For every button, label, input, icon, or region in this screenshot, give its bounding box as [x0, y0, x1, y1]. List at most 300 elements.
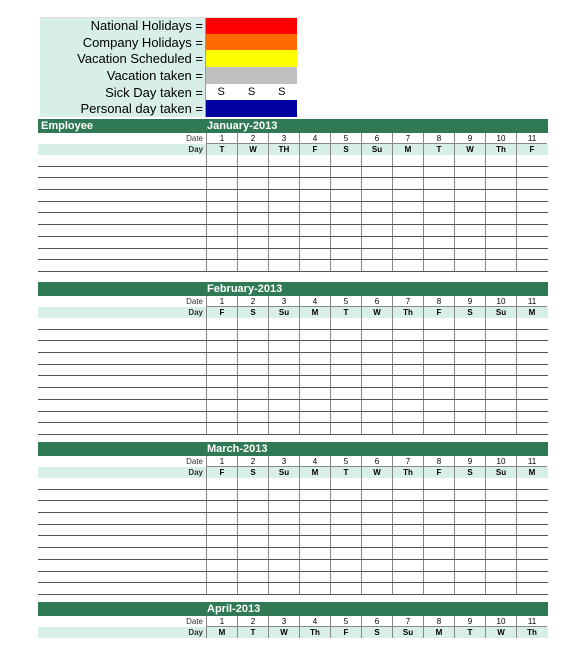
attendance-cell[interactable] — [454, 548, 485, 559]
attendance-cell[interactable] — [454, 178, 485, 189]
attendance-cell[interactable] — [330, 260, 361, 271]
attendance-cell[interactable] — [268, 178, 299, 189]
attendance-cell[interactable] — [423, 213, 454, 224]
attendance-cell[interactable] — [237, 155, 268, 166]
attendance-cell[interactable] — [330, 225, 361, 236]
attendance-cell[interactable] — [361, 155, 392, 166]
attendance-cell[interactable] — [485, 388, 516, 399]
attendance-cell[interactable] — [516, 167, 547, 178]
attendance-cell[interactable] — [516, 202, 547, 213]
attendance-cell[interactable] — [330, 478, 361, 489]
attendance-cell[interactable] — [423, 365, 454, 376]
attendance-cell[interactable] — [206, 548, 237, 559]
attendance-cell[interactable] — [392, 365, 423, 376]
attendance-cell[interactable] — [392, 237, 423, 248]
employee-name-cell[interactable] — [38, 548, 206, 559]
attendance-cell[interactable] — [299, 213, 330, 224]
attendance-cell[interactable] — [268, 400, 299, 411]
attendance-cell[interactable] — [206, 572, 237, 583]
attendance-cell[interactable] — [361, 423, 392, 434]
employee-name-cell[interactable] — [38, 560, 206, 571]
attendance-cell[interactable] — [237, 400, 268, 411]
attendance-cell[interactable] — [206, 190, 237, 201]
employee-row[interactable] — [38, 330, 548, 342]
attendance-cell[interactable] — [454, 536, 485, 547]
employee-row[interactable] — [38, 513, 548, 525]
employee-name-cell[interactable] — [38, 583, 206, 594]
attendance-cell[interactable] — [206, 412, 237, 423]
attendance-cell[interactable] — [454, 225, 485, 236]
attendance-cell[interactable] — [516, 525, 547, 536]
attendance-cell[interactable] — [206, 167, 237, 178]
attendance-cell[interactable] — [361, 353, 392, 364]
employee-name-cell[interactable] — [38, 213, 206, 224]
employee-name-cell[interactable] — [38, 330, 206, 341]
employee-name-cell[interactable] — [38, 318, 206, 329]
attendance-cell[interactable] — [423, 490, 454, 501]
attendance-cell[interactable] — [330, 490, 361, 501]
attendance-cell[interactable] — [392, 548, 423, 559]
attendance-cell[interactable] — [330, 190, 361, 201]
attendance-cell[interactable] — [516, 583, 547, 594]
attendance-cell[interactable] — [361, 249, 392, 260]
attendance-cell[interactable] — [485, 583, 516, 594]
attendance-cell[interactable] — [361, 490, 392, 501]
attendance-cell[interactable] — [237, 167, 268, 178]
attendance-cell[interactable] — [485, 178, 516, 189]
attendance-cell[interactable] — [206, 388, 237, 399]
attendance-cell[interactable] — [237, 365, 268, 376]
attendance-cell[interactable] — [206, 353, 237, 364]
attendance-cell[interactable] — [454, 490, 485, 501]
attendance-cell[interactable] — [454, 330, 485, 341]
employee-row[interactable] — [38, 341, 548, 353]
employee-name-cell[interactable] — [38, 225, 206, 236]
employee-name-cell[interactable] — [38, 237, 206, 248]
attendance-cell[interactable] — [392, 213, 423, 224]
attendance-cell[interactable] — [206, 260, 237, 271]
attendance-cell[interactable] — [237, 478, 268, 489]
attendance-cell[interactable] — [361, 202, 392, 213]
employee-name-cell[interactable] — [38, 260, 206, 271]
attendance-cell[interactable] — [423, 583, 454, 594]
attendance-cell[interactable] — [485, 237, 516, 248]
attendance-cell[interactable] — [516, 178, 547, 189]
attendance-cell[interactable] — [392, 412, 423, 423]
employee-row[interactable] — [38, 365, 548, 377]
attendance-cell[interactable] — [330, 155, 361, 166]
attendance-cell[interactable] — [330, 202, 361, 213]
attendance-cell[interactable] — [237, 190, 268, 201]
attendance-cell[interactable] — [237, 412, 268, 423]
attendance-cell[interactable] — [330, 560, 361, 571]
attendance-cell[interactable] — [423, 318, 454, 329]
attendance-cell[interactable] — [268, 388, 299, 399]
attendance-cell[interactable] — [268, 330, 299, 341]
employee-row[interactable] — [38, 478, 548, 490]
employee-row[interactable] — [38, 213, 548, 225]
attendance-cell[interactable] — [330, 572, 361, 583]
employee-row[interactable] — [38, 560, 548, 572]
employee-row[interactable] — [38, 318, 548, 330]
attendance-cell[interactable] — [361, 376, 392, 387]
attendance-cell[interactable] — [206, 178, 237, 189]
attendance-cell[interactable] — [237, 388, 268, 399]
attendance-cell[interactable] — [485, 155, 516, 166]
attendance-cell[interactable] — [206, 400, 237, 411]
attendance-cell[interactable] — [268, 341, 299, 352]
attendance-cell[interactable] — [206, 237, 237, 248]
attendance-cell[interactable] — [454, 525, 485, 536]
employee-row[interactable] — [38, 525, 548, 537]
attendance-cell[interactable] — [454, 376, 485, 387]
employee-name-cell[interactable] — [38, 525, 206, 536]
attendance-cell[interactable] — [454, 388, 485, 399]
attendance-cell[interactable] — [516, 560, 547, 571]
attendance-cell[interactable] — [392, 478, 423, 489]
attendance-cell[interactable] — [206, 225, 237, 236]
attendance-cell[interactable] — [299, 190, 330, 201]
attendance-cell[interactable] — [361, 525, 392, 536]
employee-row[interactable] — [38, 412, 548, 424]
attendance-cell[interactable] — [454, 365, 485, 376]
employee-row[interactable] — [38, 353, 548, 365]
employee-name-cell[interactable] — [38, 572, 206, 583]
attendance-cell[interactable] — [485, 249, 516, 260]
employee-row[interactable] — [38, 583, 548, 595]
attendance-cell[interactable] — [330, 376, 361, 387]
attendance-cell[interactable] — [454, 501, 485, 512]
attendance-cell[interactable] — [423, 548, 454, 559]
employee-row[interactable] — [38, 572, 548, 584]
attendance-cell[interactable] — [485, 167, 516, 178]
attendance-cell[interactable] — [237, 178, 268, 189]
attendance-cell[interactable] — [485, 478, 516, 489]
attendance-cell[interactable] — [206, 341, 237, 352]
attendance-cell[interactable] — [330, 249, 361, 260]
attendance-cell[interactable] — [516, 548, 547, 559]
attendance-cell[interactable] — [237, 423, 268, 434]
attendance-cell[interactable] — [299, 388, 330, 399]
attendance-cell[interactable] — [361, 341, 392, 352]
employee-row[interactable] — [38, 423, 548, 435]
employee-name-cell[interactable] — [38, 536, 206, 547]
attendance-cell[interactable] — [516, 536, 547, 547]
attendance-cell[interactable] — [485, 400, 516, 411]
attendance-cell[interactable] — [206, 513, 237, 524]
attendance-cell[interactable] — [299, 490, 330, 501]
employee-name-cell[interactable] — [38, 202, 206, 213]
attendance-cell[interactable] — [485, 260, 516, 271]
attendance-cell[interactable] — [485, 202, 516, 213]
attendance-cell[interactable] — [485, 353, 516, 364]
attendance-cell[interactable] — [237, 490, 268, 501]
attendance-cell[interactable] — [361, 412, 392, 423]
attendance-cell[interactable] — [299, 260, 330, 271]
employee-row[interactable] — [38, 376, 548, 388]
attendance-cell[interactable] — [392, 490, 423, 501]
attendance-cell[interactable] — [268, 525, 299, 536]
attendance-cell[interactable] — [268, 412, 299, 423]
attendance-cell[interactable] — [361, 388, 392, 399]
attendance-cell[interactable] — [392, 525, 423, 536]
attendance-cell[interactable] — [392, 423, 423, 434]
attendance-cell[interactable] — [361, 513, 392, 524]
attendance-cell[interactable] — [392, 376, 423, 387]
attendance-cell[interactable] — [268, 501, 299, 512]
attendance-cell[interactable] — [330, 501, 361, 512]
attendance-cell[interactable] — [268, 190, 299, 201]
attendance-cell[interactable] — [392, 178, 423, 189]
attendance-cell[interactable] — [361, 583, 392, 594]
attendance-cell[interactable] — [206, 213, 237, 224]
attendance-cell[interactable] — [237, 249, 268, 260]
employee-row[interactable] — [38, 202, 548, 214]
attendance-cell[interactable] — [268, 237, 299, 248]
attendance-cell[interactable] — [454, 423, 485, 434]
attendance-cell[interactable] — [361, 225, 392, 236]
attendance-cell[interactable] — [330, 423, 361, 434]
attendance-cell[interactable] — [454, 318, 485, 329]
attendance-cell[interactable] — [206, 490, 237, 501]
attendance-cell[interactable] — [237, 213, 268, 224]
attendance-cell[interactable] — [516, 400, 547, 411]
attendance-cell[interactable] — [330, 388, 361, 399]
attendance-cell[interactable] — [237, 202, 268, 213]
attendance-cell[interactable] — [361, 237, 392, 248]
attendance-cell[interactable] — [299, 501, 330, 512]
attendance-cell[interactable] — [392, 536, 423, 547]
attendance-cell[interactable] — [392, 560, 423, 571]
attendance-cell[interactable] — [268, 167, 299, 178]
attendance-cell[interactable] — [206, 318, 237, 329]
employee-name-cell[interactable] — [38, 513, 206, 524]
attendance-cell[interactable] — [268, 353, 299, 364]
attendance-cell[interactable] — [454, 412, 485, 423]
employee-name-cell[interactable] — [38, 365, 206, 376]
attendance-cell[interactable] — [237, 560, 268, 571]
attendance-cell[interactable] — [299, 330, 330, 341]
attendance-cell[interactable] — [423, 330, 454, 341]
attendance-cell[interactable] — [485, 525, 516, 536]
attendance-cell[interactable] — [330, 548, 361, 559]
attendance-cell[interactable] — [392, 318, 423, 329]
attendance-cell[interactable] — [516, 478, 547, 489]
attendance-cell[interactable] — [454, 190, 485, 201]
attendance-cell[interactable] — [454, 213, 485, 224]
attendance-cell[interactable] — [268, 583, 299, 594]
employee-name-cell[interactable] — [38, 478, 206, 489]
employee-row[interactable] — [38, 260, 548, 272]
attendance-cell[interactable] — [237, 572, 268, 583]
attendance-cell[interactable] — [454, 572, 485, 583]
attendance-cell[interactable] — [330, 400, 361, 411]
attendance-cell[interactable] — [392, 583, 423, 594]
attendance-cell[interactable] — [330, 525, 361, 536]
attendance-cell[interactable] — [423, 572, 454, 583]
attendance-cell[interactable] — [299, 202, 330, 213]
attendance-cell[interactable] — [206, 249, 237, 260]
attendance-cell[interactable] — [392, 260, 423, 271]
attendance-cell[interactable] — [361, 365, 392, 376]
attendance-cell[interactable] — [516, 365, 547, 376]
attendance-cell[interactable] — [454, 155, 485, 166]
attendance-cell[interactable] — [268, 423, 299, 434]
attendance-cell[interactable] — [237, 353, 268, 364]
attendance-cell[interactable] — [516, 353, 547, 364]
attendance-cell[interactable] — [299, 412, 330, 423]
attendance-cell[interactable] — [516, 490, 547, 501]
attendance-cell[interactable] — [299, 400, 330, 411]
attendance-cell[interactable] — [516, 260, 547, 271]
attendance-cell[interactable] — [206, 155, 237, 166]
attendance-cell[interactable] — [392, 225, 423, 236]
attendance-cell[interactable] — [485, 560, 516, 571]
attendance-cell[interactable] — [299, 536, 330, 547]
employee-row[interactable] — [38, 155, 548, 167]
attendance-cell[interactable] — [423, 478, 454, 489]
attendance-cell[interactable] — [206, 525, 237, 536]
attendance-cell[interactable] — [299, 572, 330, 583]
attendance-cell[interactable] — [299, 423, 330, 434]
attendance-cell[interactable] — [361, 560, 392, 571]
employee-name-cell[interactable] — [38, 376, 206, 387]
attendance-cell[interactable] — [423, 225, 454, 236]
attendance-cell[interactable] — [299, 237, 330, 248]
attendance-cell[interactable] — [237, 536, 268, 547]
attendance-cell[interactable] — [237, 376, 268, 387]
attendance-cell[interactable] — [361, 178, 392, 189]
attendance-cell[interactable] — [454, 478, 485, 489]
attendance-cell[interactable] — [299, 560, 330, 571]
attendance-cell[interactable] — [268, 155, 299, 166]
attendance-cell[interactable] — [237, 330, 268, 341]
employee-row[interactable] — [38, 249, 548, 261]
attendance-cell[interactable] — [392, 388, 423, 399]
attendance-cell[interactable] — [268, 260, 299, 271]
attendance-cell[interactable] — [392, 330, 423, 341]
attendance-cell[interactable] — [361, 318, 392, 329]
employee-row[interactable] — [38, 237, 548, 249]
attendance-cell[interactable] — [423, 178, 454, 189]
attendance-cell[interactable] — [423, 167, 454, 178]
attendance-cell[interactable] — [268, 318, 299, 329]
attendance-cell[interactable] — [454, 249, 485, 260]
employee-row[interactable] — [38, 490, 548, 502]
attendance-cell[interactable] — [423, 536, 454, 547]
attendance-cell[interactable] — [423, 341, 454, 352]
employee-row[interactable] — [38, 548, 548, 560]
attendance-cell[interactable] — [330, 213, 361, 224]
attendance-cell[interactable] — [485, 376, 516, 387]
attendance-cell[interactable] — [516, 155, 547, 166]
attendance-cell[interactable] — [268, 478, 299, 489]
attendance-cell[interactable] — [454, 513, 485, 524]
attendance-cell[interactable] — [268, 249, 299, 260]
attendance-cell[interactable] — [268, 513, 299, 524]
attendance-cell[interactable] — [485, 365, 516, 376]
attendance-cell[interactable] — [454, 400, 485, 411]
employee-row[interactable] — [38, 388, 548, 400]
employee-name-cell[interactable] — [38, 178, 206, 189]
attendance-cell[interactable] — [237, 548, 268, 559]
attendance-cell[interactable] — [454, 237, 485, 248]
employee-name-cell[interactable] — [38, 155, 206, 166]
attendance-cell[interactable] — [299, 478, 330, 489]
attendance-cell[interactable] — [423, 525, 454, 536]
attendance-cell[interactable] — [423, 560, 454, 571]
attendance-cell[interactable] — [268, 572, 299, 583]
attendance-cell[interactable] — [237, 513, 268, 524]
attendance-cell[interactable] — [516, 330, 547, 341]
attendance-cell[interactable] — [454, 583, 485, 594]
attendance-cell[interactable] — [361, 213, 392, 224]
attendance-cell[interactable] — [361, 330, 392, 341]
employee-name-cell[interactable] — [38, 423, 206, 434]
employee-name-cell[interactable] — [38, 412, 206, 423]
attendance-cell[interactable] — [299, 249, 330, 260]
attendance-cell[interactable] — [516, 572, 547, 583]
attendance-cell[interactable] — [516, 237, 547, 248]
attendance-cell[interactable] — [330, 365, 361, 376]
attendance-cell[interactable] — [516, 412, 547, 423]
attendance-cell[interactable] — [423, 353, 454, 364]
attendance-cell[interactable] — [361, 572, 392, 583]
attendance-cell[interactable] — [299, 513, 330, 524]
employee-name-cell[interactable] — [38, 190, 206, 201]
attendance-cell[interactable] — [392, 202, 423, 213]
attendance-cell[interactable] — [392, 167, 423, 178]
attendance-cell[interactable] — [237, 225, 268, 236]
attendance-cell[interactable] — [206, 365, 237, 376]
attendance-cell[interactable] — [516, 190, 547, 201]
attendance-cell[interactable] — [330, 536, 361, 547]
employee-name-cell[interactable] — [38, 490, 206, 501]
attendance-cell[interactable] — [392, 572, 423, 583]
attendance-cell[interactable] — [299, 583, 330, 594]
attendance-cell[interactable] — [516, 388, 547, 399]
attendance-cell[interactable] — [392, 513, 423, 524]
attendance-cell[interactable] — [268, 536, 299, 547]
employee-name-cell[interactable] — [38, 501, 206, 512]
attendance-cell[interactable] — [268, 548, 299, 559]
attendance-cell[interactable] — [268, 490, 299, 501]
attendance-cell[interactable] — [423, 155, 454, 166]
employee-row[interactable] — [38, 190, 548, 202]
attendance-cell[interactable] — [423, 190, 454, 201]
employee-name-cell[interactable] — [38, 249, 206, 260]
employee-row[interactable] — [38, 400, 548, 412]
employee-row[interactable] — [38, 225, 548, 237]
attendance-cell[interactable] — [299, 155, 330, 166]
attendance-cell[interactable] — [485, 423, 516, 434]
attendance-cell[interactable] — [485, 412, 516, 423]
attendance-cell[interactable] — [392, 400, 423, 411]
employee-name-cell[interactable] — [38, 388, 206, 399]
attendance-cell[interactable] — [299, 365, 330, 376]
attendance-cell[interactable] — [299, 525, 330, 536]
attendance-cell[interactable] — [423, 423, 454, 434]
attendance-cell[interactable] — [516, 213, 547, 224]
employee-name-cell[interactable] — [38, 353, 206, 364]
attendance-cell[interactable] — [485, 213, 516, 224]
attendance-cell[interactable] — [237, 260, 268, 271]
attendance-cell[interactable] — [299, 341, 330, 352]
attendance-cell[interactable] — [237, 583, 268, 594]
attendance-cell[interactable] — [485, 190, 516, 201]
attendance-cell[interactable] — [454, 260, 485, 271]
attendance-cell[interactable] — [516, 513, 547, 524]
